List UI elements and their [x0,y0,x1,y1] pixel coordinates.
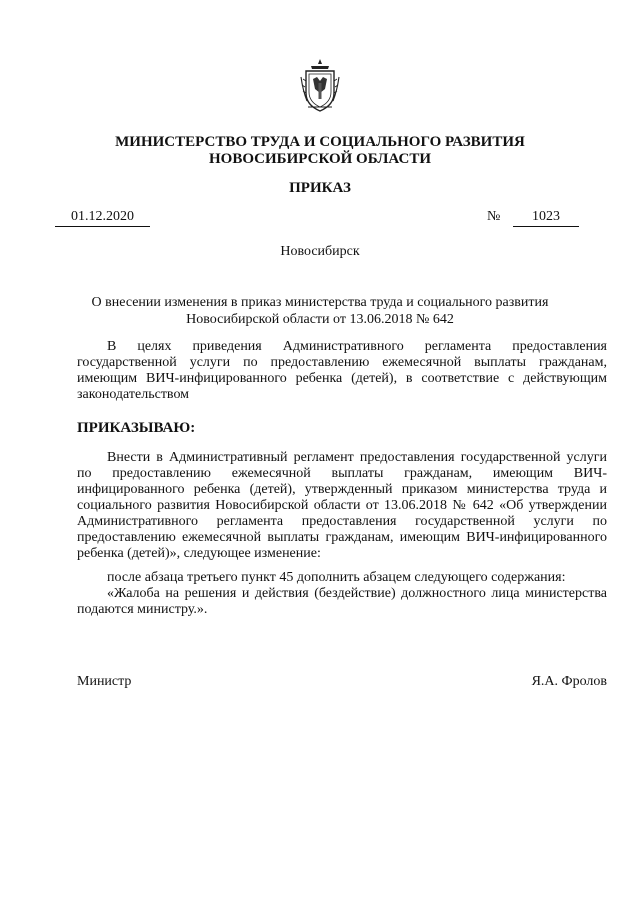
order-word: ПРИКАЗЫВАЮ: [77,420,196,436]
signatory-position: Министр [77,674,132,689]
document-subject [60,294,580,328]
body-paragraph-2: после абзаца третьего пункт 45 дополнить абзацем следующего содержания: [107,570,566,585]
city: Новосибирск [280,244,360,259]
document-type: ПРИКАЗ [289,180,351,196]
body-paragraph-3: «Жалоба на решения и действия (бездействие) должностного лица министерства подаются министру.». [77,586,607,617]
ministry-line-2: НОВОСИБИРСКОЙ ОБЛАСТИ [208,151,432,167]
ministry-name [40,134,600,168]
signatory-name: Я.А. Фролов [531,674,607,689]
number-label: № [487,209,501,224]
ministry-line-1: МИНИСТЕРСТВО ТРУДА И СОЦИАЛЬНОГО РАЗВИТИЯ [115,134,525,150]
subject-line-2: Новосибирской области от 13.06.2018 № 642 [186,312,454,327]
document-date: 01.12.2020 [55,209,150,227]
preamble-paragraph: В целях приведения Административного регламента предоставления государственной услуги по предоставлению ежемесячной выплаты гражданам, имеющим ВИЧ-инфицированного ребенка (детей), в соответствие с действующим законодательством [77,339,607,402]
coat-of-arms-icon [300,57,340,114]
subject-line-1: О внесении изменения в приказ министерства труда и социального развития [91,295,549,310]
body-paragraph-1: Внести в Административный регламент предоставления государственной услуги по предоставлению ежемесячной выплаты гражданам, имеющим ВИЧ-инфицированного ребенка (детей), утвержденный приказом министерства труда и социального развития Новосибирской области от 13.06.2018 № 642 «Об утверждении Административного регламента предоставления государственной услуги по предоставлению ежемесячной выплаты гражданам, имеющим ВИЧ-инфицированного ребенка (детей)», следующее изменение: [77,450,607,561]
document-number: 1023 [513,209,579,227]
